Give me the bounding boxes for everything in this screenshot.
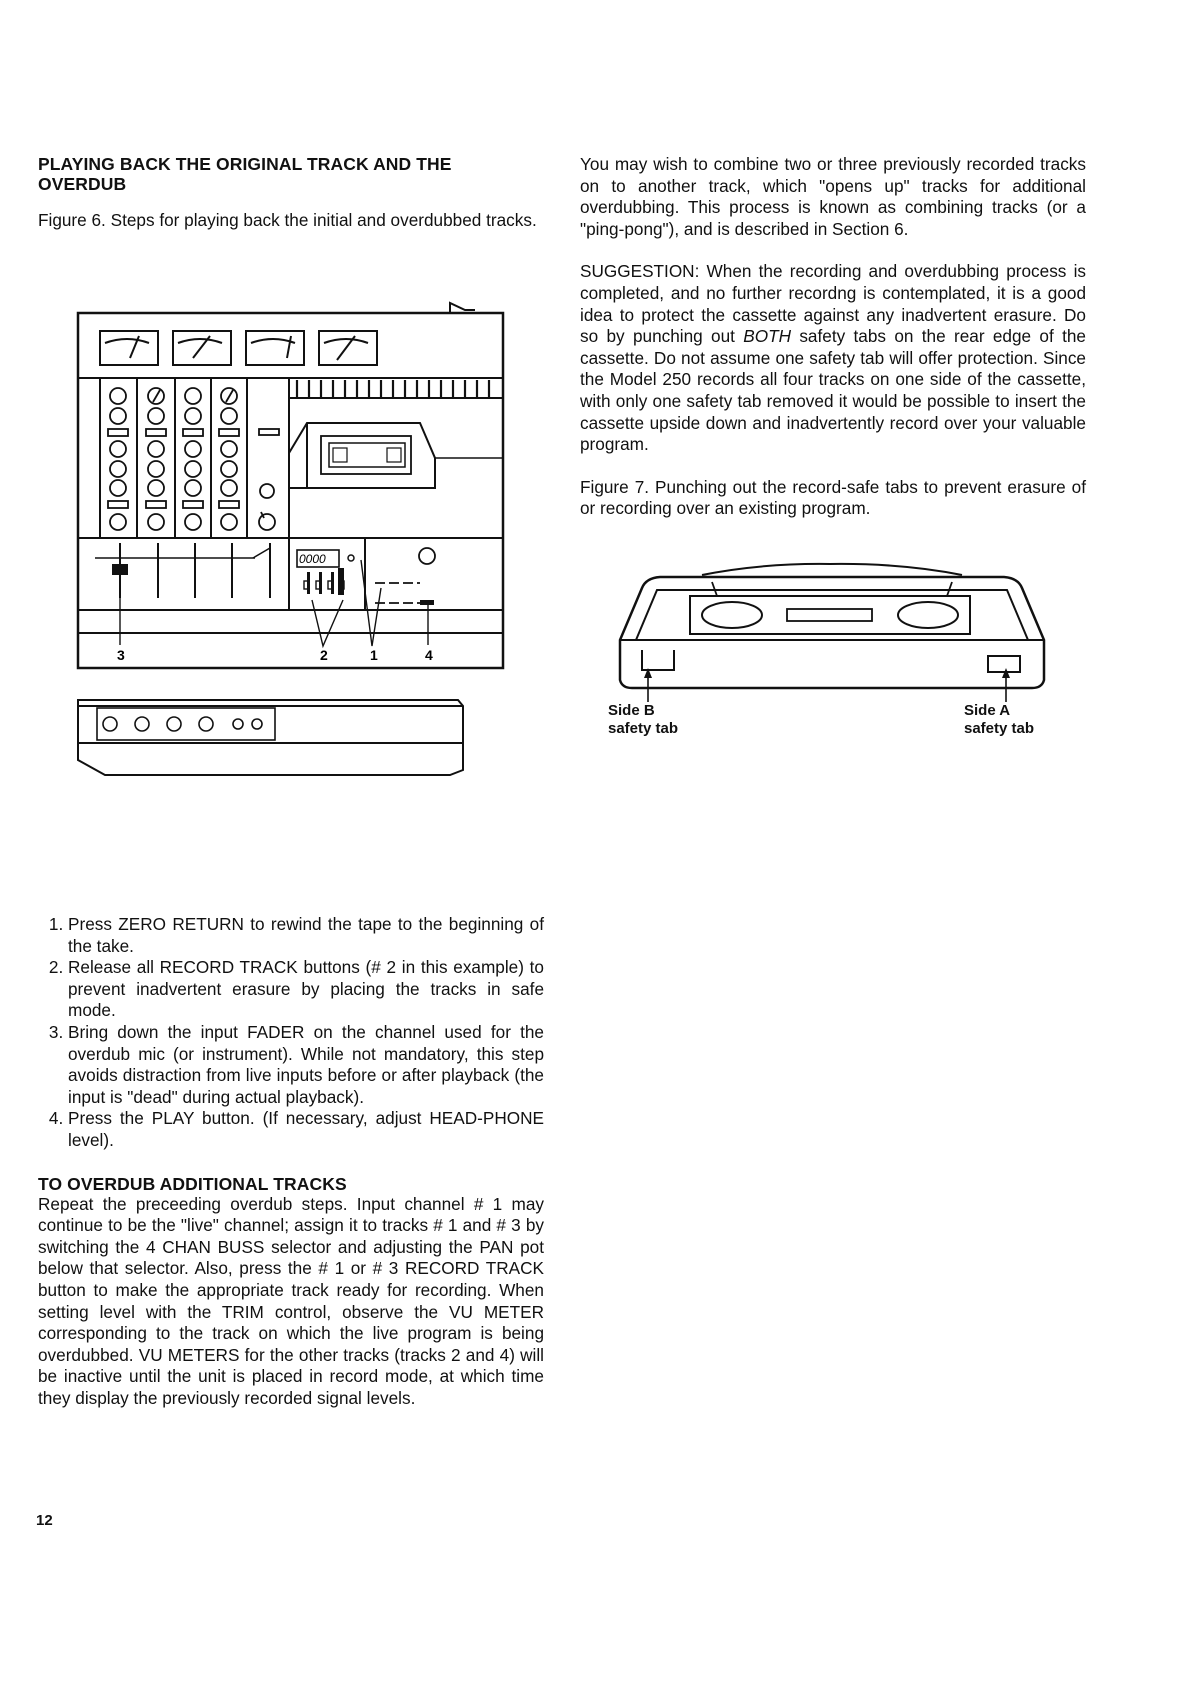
list-item: 1. Press ZERO RETURN to rewind the tape to the beginning of the take. [68, 914, 544, 957]
emphasis-both: BOTH [743, 326, 792, 347]
playback-steps-list [38, 914, 544, 1152]
suggestion-paragraph: SUGGESTION: When the recording and overdubbing process is completed, and no further recordng is contemplated, it is a good idea to protect the cassette against any inadvertent erasure. Do so by punching out BOTH safety tabs on the rear edge of the cassette. Do not assume one safety tab will offer protection. Since the Model 250 records all four tracks on one side of the cassette, with only one safety tab removed it would be possible to insert the cassette upside down and inadvertently record over your valuable program. [580, 261, 1086, 455]
tape-counter-display: 0000 [299, 552, 326, 566]
figure-6-caption: Figure 6. Steps for playing back the initial and overdubbed tracks. [38, 210, 537, 230]
fader-knob-1 [112, 564, 128, 575]
figure-7-illustration [608, 560, 1052, 750]
recorder-diagram [75, 298, 515, 838]
callout-1: 1 [370, 647, 378, 663]
callout-2: 2 [320, 647, 328, 663]
combining-paragraph: You may wish to combine two or three previously recorded tracks on to another track, which "opens up" tracks for additional overdubbing. This process is known as combining tracks (or a "ping-pong"), and is described in Section 6. [580, 154, 1086, 239]
steps-section [38, 914, 544, 1409]
record-track-button-2 [338, 568, 344, 595]
callout-3: 3 [117, 647, 125, 663]
section-heading-overdub: TO OVERDUB ADDITIONAL TRACKS [38, 1173, 347, 1194]
overdub-paragraph: Repeat the preceeding overdub steps. Input channel # 1 may continue to be the "live" channel; assign it to tracks # 1 and # 3 by switching the 4 CHAN BUSS selector and adjusting the PAN pot below that selector. Also, press the # 1 or # 3 RECORD TRACK button to make the appropriate track ready for recording. When setting level with the TRIM control, observe the VU METER corresponding to the track on which the live program is being overdubbed. VU METERS for the other tracks (tracks 2 and 4) will be inactive until the unit is placed in record mode, at which time they display the previously recorded signal levels. [38, 1193, 544, 1408]
list-item: 2. Release all RECORD TRACK buttons (# 2 in this example) to prevent inadvertent erasure by placing the tracks in safe mode. [68, 957, 544, 1022]
section-heading-playback: PLAYING BACK THE ORIGINAL TRACK AND THE OVERDUB [38, 154, 452, 194]
side-b-label: Side B safety tab [608, 702, 679, 737]
figure-7-caption: Figure 7. Punching out the record-safe tabs to prevent erasure of or recording over an existing program. [580, 476, 1086, 519]
cassette-diagram [612, 560, 1052, 710]
left-column [38, 154, 544, 232]
callout-4: 4 [425, 647, 433, 663]
page-number: 12 [36, 1512, 53, 1529]
figure-6-illustration [75, 298, 515, 843]
play-button [420, 600, 434, 605]
side-a-label: Side A safety tab [964, 702, 1035, 737]
list-item: 4. Press the PLAY button. (If necessary, adjust HEAD-PHONE level). [68, 1108, 544, 1151]
list-item: 3. Bring down the input FADER on the channel used for the overdub mic (or instrument). While not mandatory, this step avoids distraction from live inputs before or after playback (the input is "dead" during actual playback). [68, 1022, 544, 1108]
right-column [580, 154, 1086, 520]
